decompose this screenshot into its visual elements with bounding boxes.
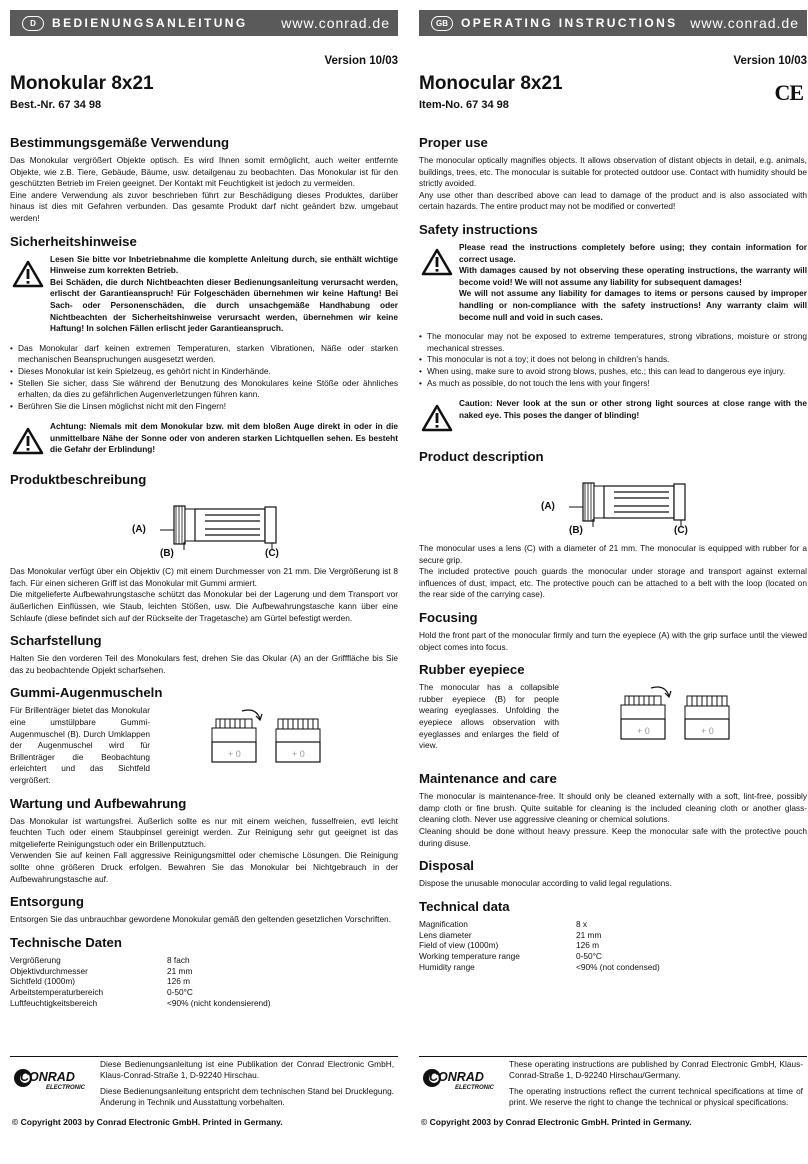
table-row: Objektivdurchmesser 21 mm [10, 965, 193, 976]
safety-bullets [419, 331, 807, 389]
monocular-diagram [10, 492, 398, 564]
disposal-text: Entsorgen Sie das unbrauchbar gewordene Monokular gemäß den geltenden gesetzlichen Vorschriften. [10, 914, 391, 925]
eyepiece-text: The monocular has a collapsible rubber eyepiece (B) for people wearing eyeglasses. Unfolding the eyepiece allows observation with eyeglasses and enlarges the field of view. [419, 682, 559, 751]
label-c: (C) [674, 525, 688, 537]
footer-specs-text: The operating instructions reflect the current technical specifications at time of print. We reserve the right to change the technical or physical specifications. [509, 1086, 803, 1107]
logo-subtext: ELECTRONIC [46, 1085, 85, 1091]
table-row: Vergrößerung 8 fach [10, 954, 190, 965]
language-badge: GB [431, 16, 453, 31]
item-number: Best.-Nr. 67 34 98 [10, 99, 102, 111]
footer [10, 1056, 398, 1158]
eyepiece-folded-drawing [212, 710, 262, 762]
warning-triangle-icon [421, 248, 453, 276]
list-item: • Das Monokular darf keinen extremen Temperaturen, starken Vibrationen, Näße oder starken mechanischen Beanspruchungen ausgesetzt werden. [10, 343, 398, 366]
svg-text:+ 0: + 0 [228, 749, 241, 760]
logo-text: CONRAD [20, 1070, 75, 1084]
usage-text: Das Monokular vergrößert Objekte optisch. Es wird Ihnen somit ermöglicht, auch weiter entfernte Objekte, wie z.B. Tiere, Gebäude, Bäume, usw. detailgenau zu beobachten. Das Monokular ist für den geschützten Betrieb im Freien geeignet. Der Kontakt mit Feuchtigkeit ist jedoch zu vermeiden. Eine andere Verwendung als zuvor beschrieben führt zur Beschädigung dieses Produktes, darüber hinaus ist dies mit Gefahren verbunden. Das gesamte Produkt darf nicht geändert bzw. umgebaut werden! [10, 155, 398, 223]
technical-data-table [419, 919, 660, 973]
section-title-safety: Safety instructions [419, 221, 538, 237]
caution-text: Caution: Never look at the sun or other strong light sources at close range with the naked eye. This poses the danger of blinding! [459, 398, 807, 420]
conrad-logo [421, 1065, 501, 1091]
eyepiece-unfolded-drawing [276, 719, 320, 762]
list-item: • This monocular is not a toy; it does not belong in children’s hands. [419, 354, 807, 366]
eyepiece-block [10, 705, 398, 786]
eyepiece-text: Für Brillenträger bietet das Monokular eine umstülpbare Gummi-Augenmuschel (B). Durch Umklappen der Augenmuschel wird für Brillenträger die Beobachtung erleichtert und das Sichtfeld vergrößert. [10, 705, 150, 785]
caution-warning [10, 421, 398, 460]
section-title-focusing: Focusing [419, 610, 478, 626]
focusing-text: Halten Sie den vorderen Teil des Monokulars fest, drehen Sie das Okular (A) an der Grifffläche bis Sie das zu beobachtende Opjekt scharfsehen. [10, 653, 398, 675]
header-url: www.conrad.de [690, 15, 799, 31]
section-title-eyepiece: Gummi-Augenmuscheln [10, 685, 163, 701]
list-item: • Dieses Monokular ist kein Spielzeug, es gehört nicht in Kinderhände. [10, 366, 398, 378]
description-text: The monocular uses a lens (C) with a diameter of 21 mm. The monocular is equipped with rubber for a secure grip. The included protective pouch guards the monocular under storage and transport against external influences of dust, impact, etc. The protective pouch can be attached to a belt with the loop (located on the rear side of the carrying case). [419, 543, 807, 600]
eyepiece-diagram [559, 682, 807, 762]
section-title-eyepiece: Rubber eyepiece [419, 662, 525, 678]
footer-specs-text: Diese Bedienungsanleitung entspricht dem technischen Stand bei Drucklegung. Änderung in Technik und Ausstattung vorbehalten. [100, 1086, 394, 1107]
svg-text:+ 0: + 0 [292, 749, 305, 760]
eyepiece-diagram [150, 705, 398, 785]
copyright: © Copyright 2003 by Conrad Electronic GmbH. Printed in Germany. [12, 1117, 283, 1127]
section-title-usage: Proper use [419, 135, 488, 150]
section-title-description: Product description [419, 449, 544, 465]
list-item: • As much as possible, do not touch the lens with your fingers! [419, 378, 807, 390]
label-c: (C) [265, 548, 279, 560]
label-a: (A) [132, 524, 146, 536]
list-item: • Stellen Sie sicher, dass Sie während der Benutzung des Monokulares keine Stöße oder ähnliches erhalten, da dies zu gefährlichen Augenverletzungen führen kann. [10, 378, 398, 401]
product-title: Monokular 8x21 [10, 73, 154, 94]
footer [419, 1056, 807, 1158]
list-item: • The monocular may not be exposed to extreme temperatures, strong vibrations, moisture or strong mechanical stresses. [419, 331, 807, 354]
section-title-maintenance: Wartung und Aufbewahrung [10, 795, 187, 811]
header-title: BEDIENUNGSANLEITUNG [52, 16, 248, 30]
eyepiece-unfolded-drawing [685, 696, 729, 739]
english-column [419, 10, 807, 1158]
usage-text: The monocular optically magnifies objects. It allows observation of distant objects in detail, e.g. animals, buildings, trees, etc. The monocular is suitable for protected outdoor use. Contact with humidity should be strictly avoided. Any use other than described above can lead to damage of the product and is also associated with certain hazards. The entire product may not be modified or converted! [419, 155, 807, 212]
section-title-maintenance: Maintenance and care [419, 771, 557, 787]
version-label: Version 10/03 [733, 55, 807, 67]
table-row: Sichtfeld (1000m) 126 m [10, 976, 191, 987]
focusing-text: Hold the front part of the monocular firmly and turn the eyepiece (A) with the grip surface until the viewed object comes into focus. [419, 630, 807, 652]
header-bar [10, 10, 398, 36]
label-b: (B) [569, 525, 583, 537]
safety-warning-text: Please read the instructions completely before using; they contain information for correct usage. With damages caused by not observing these operating instructions, the warranty will become void! We will not assume any liability for subsequent damages! We will not assume any liability for damages to items or persons caused by improper handling or non-compliance with the safety instructions! Any warranty claim will become null and void in such cases. [459, 241, 807, 322]
section-title-technical: Technical data [419, 898, 510, 914]
safety-warning [419, 242, 807, 323]
table-row: Humidity range <90% (not condensed) [419, 962, 660, 972]
version-label: Version 10/03 [324, 55, 398, 67]
table-row: Field of view (1000m) 126 m [419, 940, 600, 951]
warning-triangle-icon [12, 260, 44, 288]
section-title-usage: Bestimmungsgemäße Verwendung [10, 135, 230, 150]
ce-mark: CE [774, 80, 803, 105]
maintenance-text: The monocular is maintenance-free. It should only be cleaned externally with a soft, lint-free, possibly damp cloth or fine brush. Quite suitable for cleaning is the included cleaning cloth or another glass-cleaning cloth. Never use aggressive cleaning or chemical solutions. Cleaning should be done without heavy pressure. Keep the monocular safe with the protective pouch during disuse. [419, 791, 807, 848]
warning-triangle-icon [421, 404, 453, 432]
maintenance-text: Das Monokular ist wartungsfrei. Äußerlich sollte es nur mit einem weichen, fusselfreien, evtl leicht feuchten Tuch oder einem Staubpinsel gereinigt werden. Zur Reinigung sehr gut geeignet ist das mitgelieferte Reinigungstuch oder ein Brillenputztuch. Verwenden Sie auf keinen Fall aggressive Reinigungsmittel oder chemische Lösungen. Die Reinigung sollte ohne größeren Druck erfolgen. Bewahren Sie das Monokular bei Nichtgebrauch in der Aufbewahrungstasche auf. [10, 815, 398, 884]
monocular-diagram [419, 469, 807, 541]
section-title-safety: Sicherheitshinweise [10, 233, 137, 249]
german-column [10, 10, 398, 1158]
safety-bullets [10, 343, 398, 413]
table-row: Working temperature range 0-50°C [419, 951, 602, 962]
monocular-drawing [160, 506, 276, 550]
eyepiece-folded-drawing [621, 687, 671, 739]
safety-warning-text: Lesen Sie bitte vor Inbetriebnahme die komplette Anleitung durch, sie enthält wichtige Hinweise zum korrekten Betrieb. Bei Schäden, die durch Nichtbeachten dieser Bedienungsanleitung verursacht werden, erlischt der Garantieanspruch! Für Folgeschäden übernehmen wir keine Haftung! Bei Sach- oder Personenschäden, die durch unsachgemäße Handhabung oder Nichtbeachten der Sicherheitshinweise verursacht werden, übernehmen wir keine Haftung! In solchen Fällen erlischt jeder Garantieanspruch. [50, 253, 398, 334]
description-text: Das Monokular verfügt über ein Objektiv (C) mit einem Durchmesser von 21 mm. Die Vergrößerung ist 8 fach. Für einen sicheren Griff ist das Monokular mit Gummi armiert. Die mitgelieferte Aufbewahrungstasche schützt das Monokular bei der Lagerung und dem Transport vor äußerlichen Einflüssen, wie Staub, leichten Stößen, usw. Die Aufbewahrungstasche kann über eine Schlaufe (diese befindet sich auf der Rückseite der Tragetasche) am Gürtel befestigt werden. [10, 566, 398, 623]
monocular-drawing [569, 483, 685, 527]
technical-data-table [10, 955, 271, 1009]
conrad-logo [12, 1065, 92, 1091]
header-url: www.conrad.de [281, 15, 390, 31]
table-row: Lens diameter 21 mm [419, 929, 602, 940]
caution-warning [419, 398, 807, 437]
section-title-technical: Technische Daten [10, 934, 122, 950]
table-row: Magnification 8 x [419, 918, 588, 929]
footer-publisher-text: These operating instructions are published by Conrad Electronic GmbH, Klaus-Conrad-Straße 1, D-92240 Hirschau/Germany. [509, 1059, 803, 1080]
section-title-disposal: Disposal [419, 858, 474, 874]
svg-text:+ 0: + 0 [637, 726, 650, 737]
header-title: OPERATING INSTRUCTIONS [461, 16, 678, 30]
svg-text:+ 0: + 0 [701, 726, 714, 737]
header-bar [419, 10, 807, 36]
language-badge: D [22, 16, 44, 31]
table-row: Arbeitstemperaturbereich 0-50°C [10, 987, 193, 998]
disposal-text: Dispose the unusable monocular according to valid legal regulations. [419, 878, 672, 889]
section-title-disposal: Entsorgung [10, 894, 84, 910]
copyright: © Copyright 2003 by Conrad Electronic GmbH. Printed in Germany. [421, 1117, 692, 1127]
safety-warning [10, 254, 398, 335]
table-row: Luftfeuchtigkeitsbereich <90% (nicht kondensierend) [10, 997, 271, 1008]
list-item: • When using, make sure to avoid strong blows, pushes, etc.; this can lead to dangerous eye injury. [419, 366, 807, 378]
label-b: (B) [160, 548, 174, 560]
footer-publisher-text: Diese Bedienungsanleitung ist eine Publikation der Conrad Electronic GmbH, Klaus-Conrad-Straße 1, D-92240 Hirschau. [100, 1059, 394, 1080]
list-item: • Berühren Sie die Linsen möglichst nicht mit den Fingern! [10, 401, 398, 413]
section-title-description: Produktbeschreibung [10, 472, 147, 488]
product-title: Monocular 8x21 [419, 73, 563, 94]
caution-text: Achtung: Niemals mit dem Monokular bzw. mit dem bloßen Auge direkt in oder in die unmittelbare Nähe der Sonne oder von anderen starken Lichtquellen sehen. Es besteht die Gefahr der Erblindung! [50, 421, 398, 455]
section-title-focusing: Scharfstellung [10, 633, 102, 649]
logo-text: CONRAD [429, 1070, 484, 1084]
item-number: Item-No. 67 34 98 [419, 99, 509, 111]
warning-triangle-icon [12, 427, 44, 455]
eyepiece-block [419, 682, 807, 762]
label-a: (A) [541, 501, 555, 513]
logo-subtext: ELECTRONIC [455, 1085, 494, 1091]
